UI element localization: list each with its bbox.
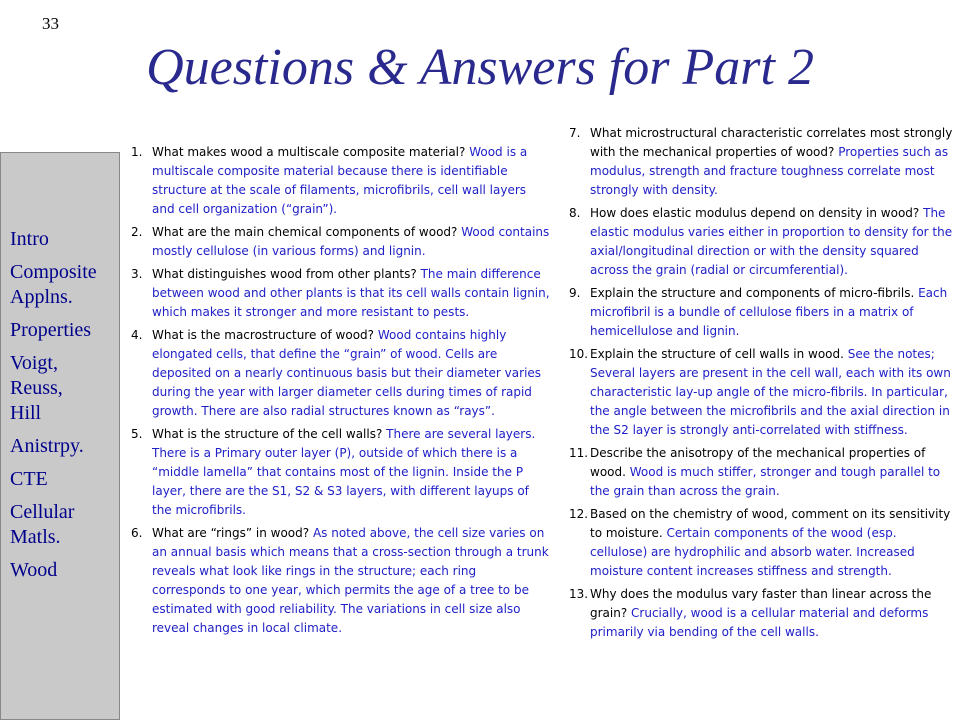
sidebar-nav: [0, 152, 120, 720]
sidebar-item-voigt-reuss-hill[interactable]: Voigt, Reuss, Hill: [10, 352, 63, 424]
qa-answer: Each microfibril is a bundle of cellulose fibers in a matrix of hemicellulose and lignin.: [590, 286, 948, 338]
qa-item: [131, 524, 551, 638]
qa-question: What microstructural characteristic correlates most strongly with the mechanical properties of wood?: [590, 126, 953, 159]
qa-number: 8.: [569, 206, 581, 220]
qa-number: 2.: [131, 225, 143, 239]
qa-answer: Wood is a multiscale composite material because there is identifiable structure at the scale of filaments, microfibrils, cell wall layers and cell organization (“grain”).: [152, 145, 528, 216]
sidebar-item-wood[interactable]: Wood: [10, 559, 58, 581]
qa-question: What are the main chemical components of wood?: [152, 225, 462, 239]
qa-answer: Wood contains mostly cellulose (in various forms) and lignin.: [152, 225, 550, 258]
qa-answer: Certain components of the wood (esp. cellulose) are hydrophilic and absorb water. Increased moisture content increases stiffness and strength.: [590, 526, 915, 578]
qa-question: Based on the chemistry of wood, comment on its sensitivity to moisture.: [590, 507, 951, 540]
qa-number: 6.: [131, 526, 143, 540]
qa-item: [569, 585, 956, 642]
qa-question: Why does the modulus vary faster than linear across the grain?: [590, 587, 932, 620]
qa-answer: Wood contains highly elongated cells, that define the “grain” of wood. Cells are deposited on a nearly continuous basis but their diameter varies during the year with larger diameter cells during times of rapid growth. There are also radial structures known as “rays”.: [152, 328, 542, 418]
sidebar-item-cte[interactable]: CTE: [10, 468, 48, 490]
qa-number: 7.: [569, 126, 581, 140]
qa-item: [131, 223, 551, 261]
qa-number: 10.: [569, 347, 589, 361]
qa-item: [569, 284, 956, 341]
qa-question: Describe the anisotropy of the mechanical properties of wood.: [590, 446, 926, 479]
qa-question: How does elastic modulus depend on density in wood?: [590, 206, 924, 220]
qa-answer: See the notes; Several layers are present in the cell wall, each with its own characteristic lay-up angle of the micro-fibrils. In particular, the angle between the microfibrils and the axial direction in the S2 layer is strongly anti-correlated with stiffness.: [590, 347, 951, 437]
qa-answer: As noted above, the cell size varies on an annual basis which means that a cross-section through a trunk reveals what look like rings in the structure; each ring corresponds to one year, which permits the age of a tree to be estimated with good reliability. The variations in cell size also reveal changes in local climate.: [152, 526, 549, 635]
qa-question: What is the structure of the cell walls?: [152, 427, 387, 441]
qa-question: What distinguishes wood from other plants?: [152, 267, 421, 281]
qa-number: 13.: [569, 587, 589, 601]
qa-answer: Wood is much stiffer, stronger and tough parallel to the grain than across the grain.: [590, 465, 941, 498]
sidebar-item-cellular-matls[interactable]: Cellular Matls.: [10, 501, 75, 548]
qa-list-right: [569, 124, 956, 646]
qa-item: [569, 204, 956, 280]
qa-answer: Crucially, wood is a cellular material and deforms primarily via bending of the cell walls.: [590, 606, 929, 639]
qa-number: 4.: [131, 328, 143, 342]
qa-number: 5.: [131, 427, 143, 441]
sidebar-item-composite-applns[interactable]: Composite Applns.: [10, 261, 97, 308]
qa-answer: Properties such as modulus, strength and fracture toughness correlate most strongly with density.: [590, 145, 949, 197]
qa-list-left: [131, 143, 551, 642]
qa-question: What makes wood a multiscale composite material?: [152, 145, 470, 159]
slide-number: 33: [42, 14, 59, 33]
qa-answer: There are several layers. There is a Primary outer layer (P), outside of which there is a “middle lamella” that contains most of the lignin. Inside the P layer, there are the S1, S2 & S3 layers, with different layups of the microfibrils.: [152, 427, 536, 517]
qa-number: 11.: [569, 446, 589, 460]
qa-item: [131, 326, 551, 421]
qa-number: 1.: [131, 145, 143, 159]
qa-question: Explain the structure and components of micro-fibrils.: [590, 286, 919, 300]
qa-item: [569, 505, 956, 581]
qa-item: [569, 345, 956, 440]
qa-item: [569, 444, 956, 501]
qa-answer: The main difference between wood and other plants is that its cell walls contain lignin, which makes it stronger and more resistant to pests.: [152, 267, 550, 319]
page-title: Questions & Answers for Part 2: [146, 39, 814, 96]
qa-question: What are “rings” in wood?: [152, 526, 313, 540]
qa-answer: The elastic modulus varies either in proportion to density for the axial/longitudinal direction or with the density squared across the grain (radial or circumferential).: [590, 206, 953, 277]
qa-item: [131, 265, 551, 322]
qa-number: 9.: [569, 286, 581, 300]
qa-number: 3.: [131, 267, 143, 281]
qa-item: [569, 124, 956, 200]
sidebar-item-intro[interactable]: Intro: [10, 228, 49, 250]
qa-question: What is the macrostructure of wood?: [152, 328, 378, 342]
qa-item: [131, 143, 551, 219]
sidebar-item-properties[interactable]: Properties: [10, 319, 92, 341]
qa-item: [131, 425, 551, 520]
sidebar-item-anistrpy[interactable]: Anistrpy.: [10, 435, 84, 457]
qa-question: Explain the structure of cell walls in wood.: [590, 347, 848, 361]
qa-number: 12.: [569, 507, 589, 521]
